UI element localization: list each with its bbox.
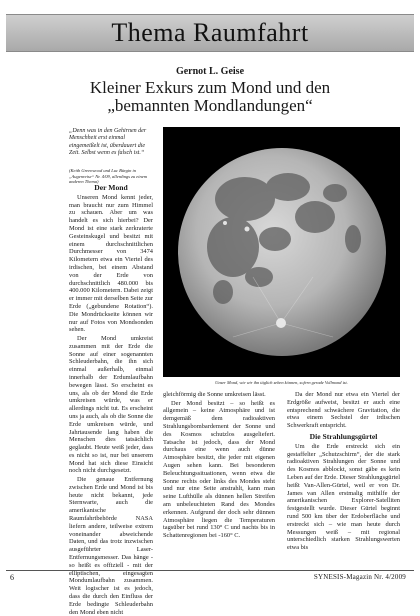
- section-title: Thema Raumfahrt: [111, 18, 309, 47]
- article-author: Gernot L. Geise: [175, 66, 245, 77]
- magazine-name: SYNESIS-Magazin Nr. 4/2009: [313, 573, 406, 581]
- paragraph: Der Mond umkreist zusammen mit der Erde die Sonne auf einer sogenannten Schleuderbahn, die ihn sich einmal außerhalb, einmal innerhalb der Erdumlaufbahn bewegen lässt. So erscheint es uns, als ob der Mond die Erde umkreisen würde, was er allerdings nicht tut. Es erscheint uns ja auch, als ob die Sonne die Erde umkreisen würde, und Jahrtausende lang haben die Menschen dies tatsächlich geglaubt. Heute weiß jeder, dass es nicht so ist, nur bei unserem Mond hat sich diese Einsicht noch nicht durchgesetzt.: [69, 334, 153, 475]
- paragraph: Der Mond besitzt – so heißt es allgemein – keine Atmosphäre und ist demgemäß dem radioaktiven Strahlungsbombardement der Sonne und des Kosmos schutzlos ausgeliefert. Tatsache ist jedoch, dass der Mond durchaus eine wenn auch dünne Atmosphäre besitzt, die jeder mit eigenen Augen sehen kann. Bei besonderen Beleuchtungssituationen, wenn etwa die Sonne rechts oder links des Mondes steht und nur eine Seite anstrahlt, kann man seine Lufthülle als dünnen hellen Streifen am unbeleuchteten Rand des Mondes erkennen. Aufgrund der doch sehr dünnen Atmosphäre liegen die Temperaturen tagsüber bei rund 130° C und nachts bis in Schattenregionen bei -160° C.: [163, 399, 275, 540]
- text-column-left: [69, 181, 153, 616]
- headline-line-1: Kleiner Exkurs zum Mond und den: [89, 78, 331, 97]
- paragraph: Da der Mond nur etwa ein Viertel der Erdgröße aufweist, besitzt er auch eine entsprechend schwächere Gravitation, die etwa einem Sechstel der irdischen Schwerkraft entspricht.: [287, 391, 400, 430]
- section-heading-strahlungsguertel: Die Strahlungsgürtel: [309, 431, 378, 441]
- paragraph: gleichförmig die Sonne umkreisen lässt.: [163, 391, 266, 398]
- paragraph: Die genaue Entfernung zwischen Erde und Mond ist bis heute nicht bekannt, jede Sternwarte, auch die amerikanische Raumfahrtbehörde NASA liefern andere, teilweise extrem voneinander abweichende Daten, und das trotz inzwischen ausgeführter Laser-Entfernungsmesser. Das hänge - so heißt es offiziell - mit der elliptischen, eingesagten Mondumlaufbahn zusammen. Weit logischer ist es jedoch, dass die durch den Einfluss der Erde bedingte Schleuderbahn den Mond eben nicht: [69, 476, 153, 616]
- article-headline: [0, 79, 420, 115]
- moon-photo: [163, 127, 400, 377]
- footer-rule: [6, 570, 414, 571]
- text-column-middle: [163, 391, 275, 561]
- moon-image: [163, 127, 400, 377]
- headline-line-2: „bemannten Mondlandungen“: [107, 96, 313, 115]
- paragraph: Um die Erde erstreckt sich ein gestaffelter „Schutzschirm“, der die stark radioaktiven Strahlungen der Sonne und des Kosmos abblockt, sonst gäbe es kein Leben auf der Erde. Dieser Strahlungsgürtel heißt Van-Allen-Gürtel, weil er von Dr. James van Allen erstmalig mithilfe der amerikanischen Explorer-Satelliten festgestellt wurde. Dieser Gürtel beginnt rund 500 km über der Erdoberfläche und erstreckt sich – wie man heute durch Messungen weiß – mit regional unterschiedlich starken Strahlungswerten etwa bis: [287, 442, 400, 552]
- paragraph: Unseren Mond kennt jeder, man braucht nur zum Himmel zu schauen. Aber um was handelt es sich hierbei? Der Mond ist eine stark zerkraterte Gesteinskugel und besitzt mit einem durchschnittlichen Durchmesser von 3474 Kilometern etwa ein Viertel des irdischen, bei einem Abstand von der Erde von durchschnittlich 480.000 bis 400.000 Kilometern. Dabei zeigt er immer mit derselben Seite zur Erde („gebundene Rotation“). Die Mondrückseite können wir nur auf Fotos von Mondsonden sehen.: [69, 193, 153, 334]
- section-header-band: [6, 14, 414, 52]
- section-heading-mond: Der Mond: [94, 183, 128, 192]
- text-column-right: [287, 391, 400, 561]
- epigraph-source: (Keith Greenwood und Luc Bürgin in „Augenreise“ Nr. 4/09, allerdings zu einem anderen Thema): [69, 168, 148, 185]
- image-caption: Unser Mond, wie wir ihn täglich sehen können, sofern gerade Vollmond ist.: [215, 380, 348, 385]
- page-number: 6: [10, 573, 14, 582]
- epigraph-quote: „Denn was in den Gehirnen der Menschheit erst einmal eingemeißelt ist, überdauert die Zeit. Selbst wenn es falsch ist.“: [69, 128, 147, 157]
